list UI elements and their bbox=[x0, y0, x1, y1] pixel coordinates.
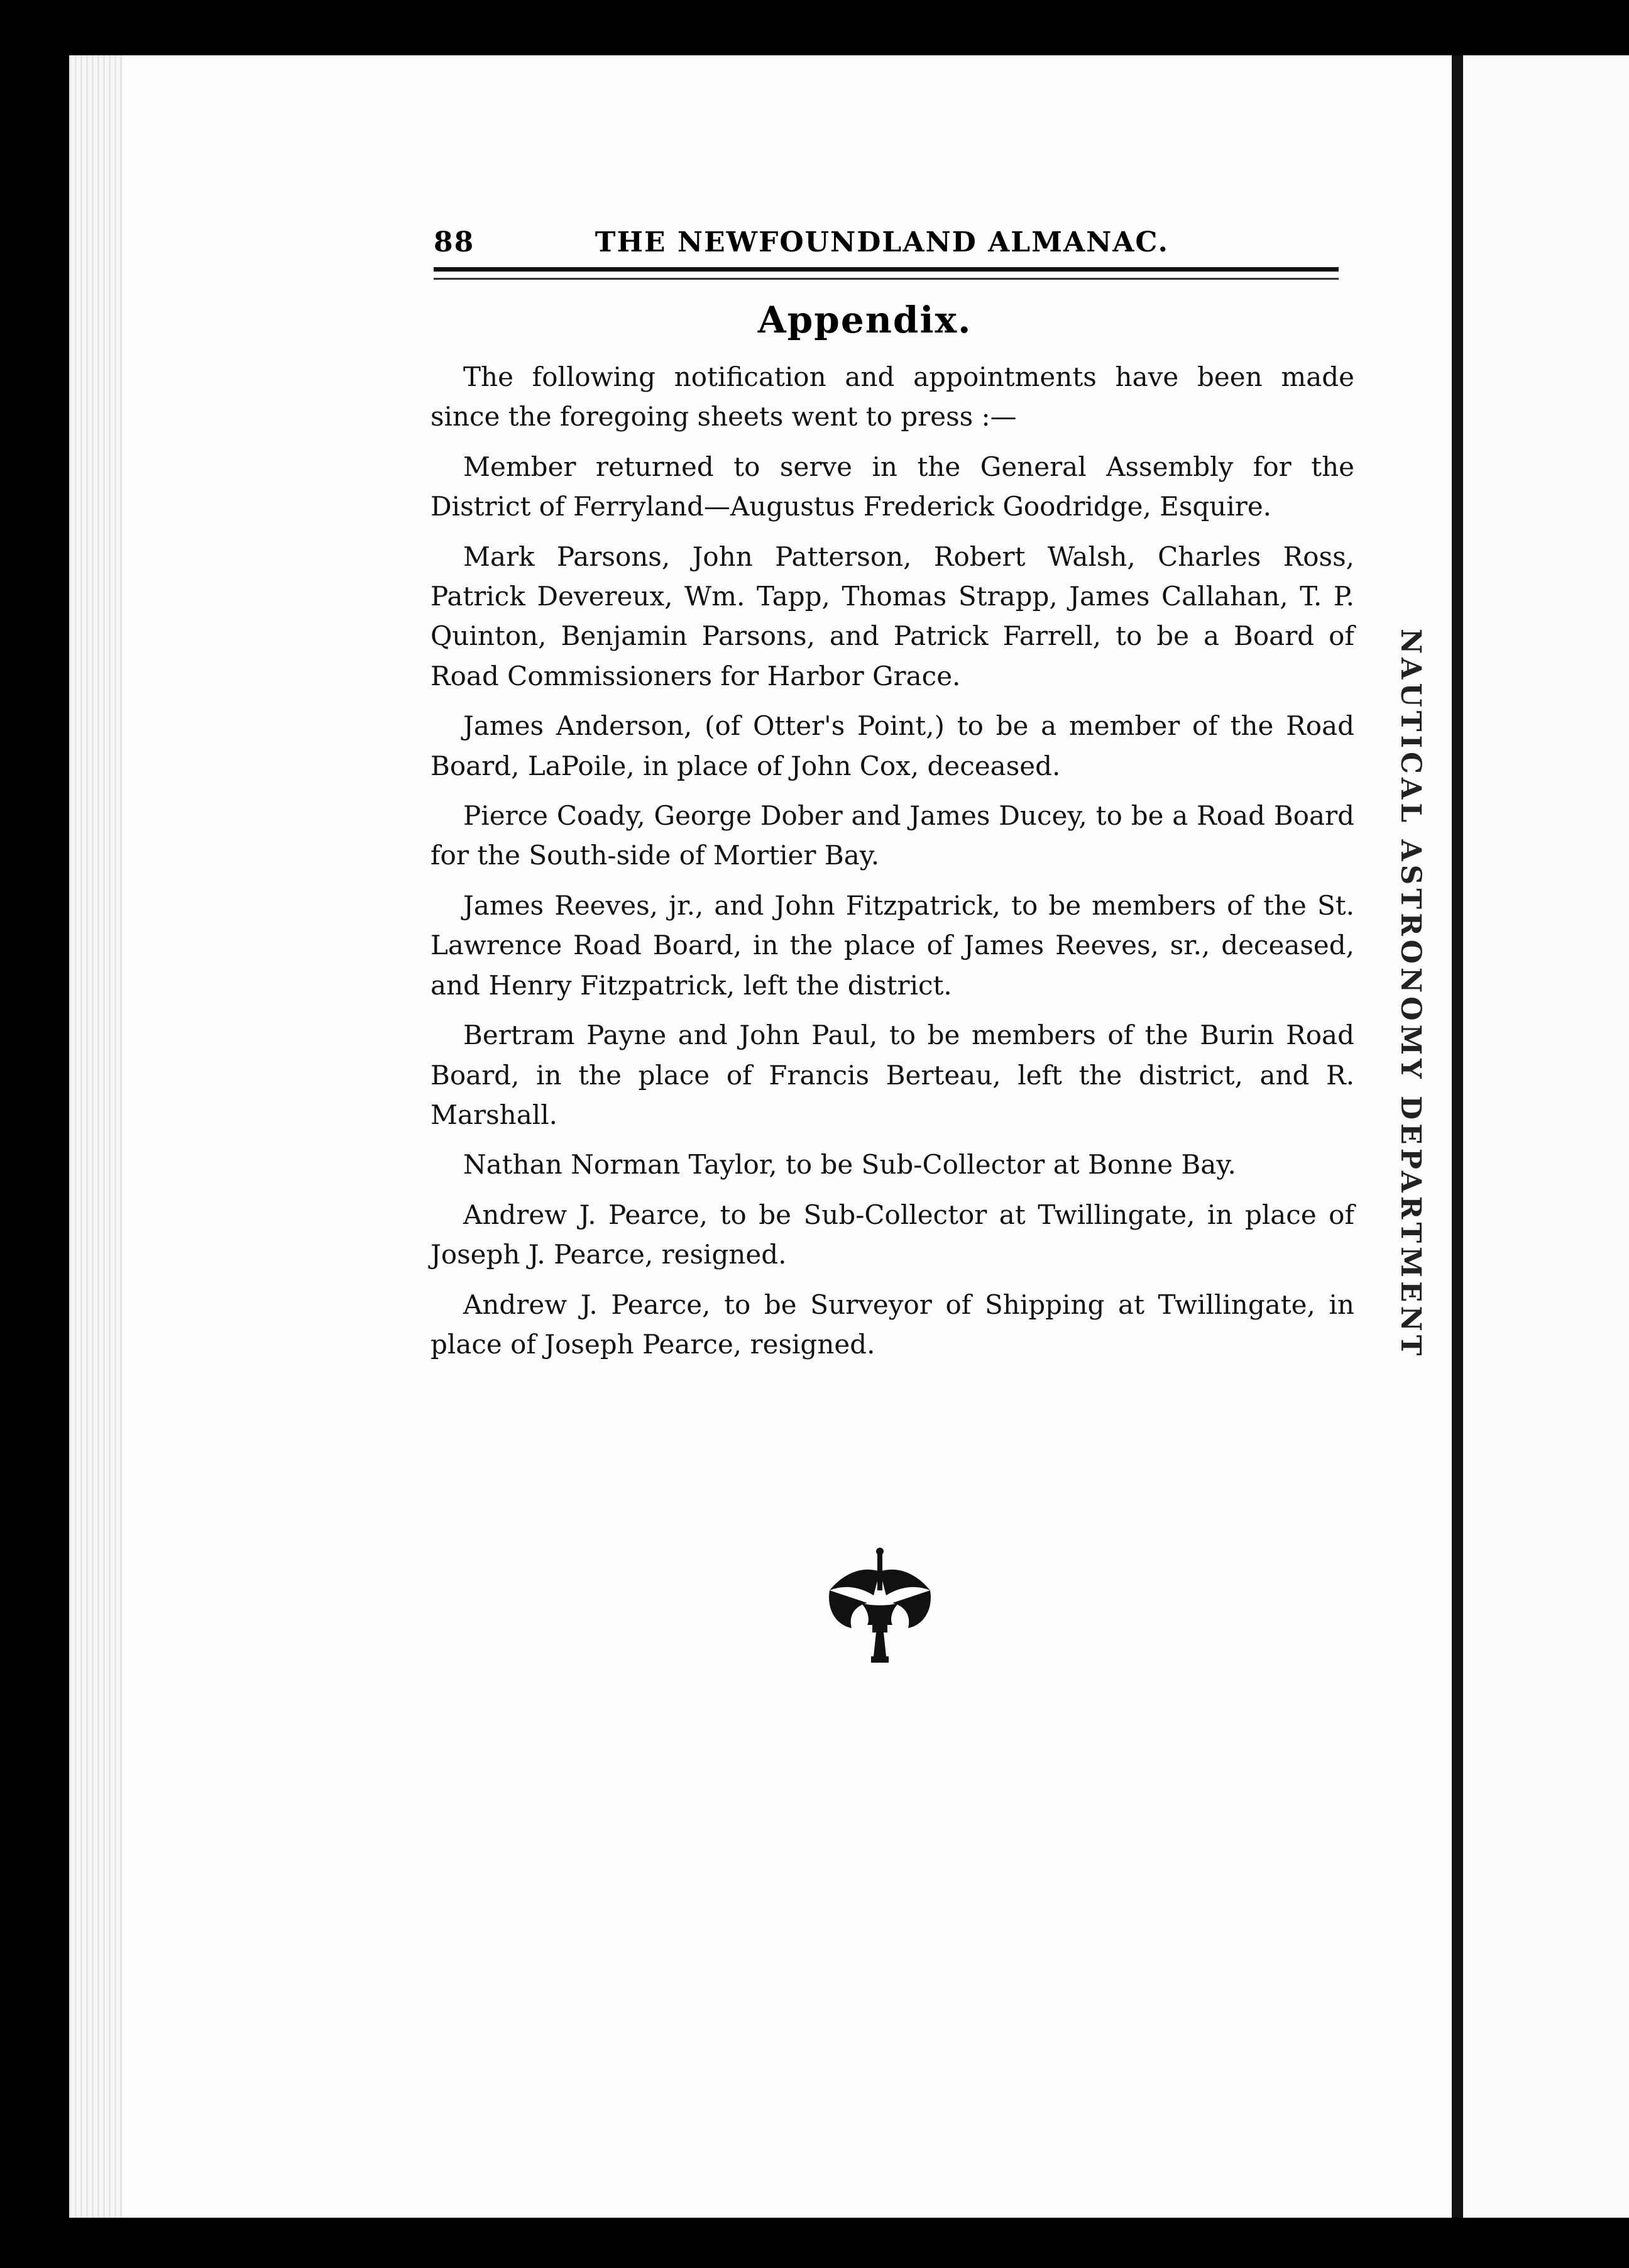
page-number: 88 bbox=[434, 226, 475, 258]
running-title: THE NEWFOUNDLAND ALMANAC. bbox=[595, 226, 1169, 258]
paragraph: Nathan Norman Taylor, to be Sub-Collector at Bonne Bay. bbox=[463, 1149, 1236, 1181]
header-rule-thin bbox=[434, 278, 1339, 280]
facing-page bbox=[1463, 55, 1629, 2218]
paragraph: Pierce Coady, George Dober and James Ducey, to be a Road Board for the South-side of Mortier Bay. bbox=[431, 800, 1354, 871]
appendix-body bbox=[431, 357, 1354, 1374]
paragraph-intro: The following notification and appointments have been made since the foregoing sheets went to press :— bbox=[431, 361, 1354, 432]
paragraph: James Anderson, (of Otter's Point,) to be a member of the Road Board, LaPoile, in place of John Cox, deceased. bbox=[431, 710, 1354, 781]
paragraph: Andrew J. Pearce, to be Sub-Collector at Twillingate, in place of Joseph J. Pearce, resigned. bbox=[431, 1199, 1354, 1270]
section-title: Appendix. bbox=[757, 299, 972, 341]
binding-shadow bbox=[1452, 55, 1463, 2218]
paragraph: Bertram Payne and John Paul, to be members of the Burin Road Board, in the place of Francis Berteau, left the district, and R. Marshall. bbox=[431, 1020, 1354, 1130]
facing-page-spine-text: NAUTICAL ASTRONOMY DEPARTMENT bbox=[1395, 629, 1427, 1360]
paragraph: James Reeves, jr., and John Fitzpatrick, to be members of the St. Lawrence Road Board, in the place of James Reeves, sr., deceased, and Henry Fitzpatrick, left the district. bbox=[431, 889, 1354, 1001]
paragraph: Member returned to serve in the General Assembly for the District of Ferryland—Augustus Frederick Goodridge, Esquire. bbox=[431, 451, 1354, 522]
page-edges bbox=[69, 55, 123, 2218]
paragraph: Andrew J. Pearce, to be Surveyor of Shipping at Twillingate, in place of Joseph Pearce, resigned. bbox=[431, 1289, 1354, 1360]
paragraph: Mark Parsons, John Patterson, Robert Walsh, Charles Ross, Patrick Devereux, Wm. Tapp, Thomas Strapp, James Callahan, T. P. Quinton, Benjamin Parsons, and Patrick Farrell, to be a Board of Road Commissioners for Harbor Grace. bbox=[431, 541, 1354, 691]
header-rule-thick bbox=[434, 267, 1339, 272]
tailpiece-ornament-icon bbox=[823, 1546, 936, 1678]
